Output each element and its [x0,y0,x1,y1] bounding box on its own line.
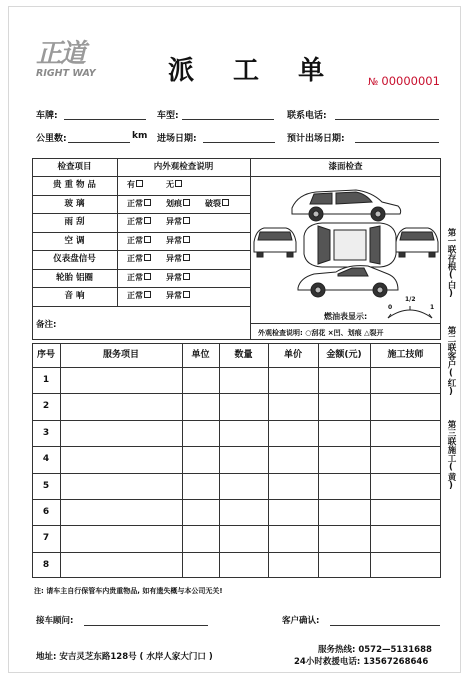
inspection-option[interactable]: 异常 [166,213,190,231]
table-row[interactable] [32,393,441,394]
inspection-option[interactable]: 无 [166,176,182,194]
inspection-option[interactable]: 异常 [166,287,190,305]
inspection-option[interactable]: 正常 [127,287,151,305]
plate-field[interactable] [64,119,146,120]
phone-label: 联系电话: [287,111,327,121]
car-bottom-side-view-icon [298,266,398,297]
col-paint-header: 漆面检查 [328,162,363,172]
inspection-option[interactable]: 正常 [127,213,151,231]
inspection-option[interactable]: 正常 [127,232,151,250]
km-unit: km [132,131,148,141]
car-top-side-view-icon [292,190,401,221]
fuel-scale-half: 1/2 [405,296,416,303]
mileage-label: 公里数: [36,134,67,144]
table-row[interactable] [32,525,441,526]
service-col-header: 单位 [191,350,210,360]
notice-text: 注: 请车主自行保管车内贵重物品, 如有遗失概与本公司无关! [34,587,223,595]
side-label-construction: 第三联施工(黄) [446,420,456,491]
table-row[interactable] [32,367,441,368]
inspection-option[interactable]: 异常 [166,232,190,250]
phone-field[interactable] [335,119,439,120]
car-front-view-icon [254,228,296,257]
row-number: 7 [42,533,50,544]
service-col-header: 服务项目 [102,350,139,360]
inspection-option[interactable]: 异常 [166,250,190,268]
reception-label: 接车顾问: [36,616,74,626]
checkbox[interactable] [183,217,190,224]
row-number: 3 [42,427,50,438]
service-table [32,343,441,578]
inspection-option[interactable]: 正常 [127,269,151,287]
model-field[interactable] [182,119,274,120]
checkbox[interactable] [183,273,190,280]
entry-date-label: 进场日期: [157,134,197,144]
table-row[interactable] [32,499,441,500]
inspection-item-label: 轮胎 铝圈 [56,272,93,283]
side-label-customer: 第二联客户(红) [446,326,456,397]
col-item-header: 检查项目 [57,162,92,172]
inspection-item-label: 空 调 [64,235,85,246]
service-col-header: 金额(元) [326,350,362,360]
inspection-option[interactable]: 破裂 [205,195,229,213]
row-number: 1 [42,375,50,385]
side-label-stub: 第一联存根(白) [446,228,456,299]
exit-date-field[interactable] [355,142,439,143]
service-col-header: 单价 [283,350,302,360]
serial-number: № 00000001 [368,74,440,88]
row-number: 6 [42,507,50,517]
checkbox[interactable] [183,199,190,206]
fuel-scale-full: 1 [430,304,435,311]
inspection-option[interactable]: 有 [127,176,143,194]
checkbox[interactable] [144,199,151,206]
inspection-option[interactable]: 正常 [127,250,151,268]
fuel-scale-empty: 0 [388,304,393,311]
plate-label: 车牌: [36,111,58,121]
car-top-view-icon [304,223,396,267]
checkbox[interactable] [183,254,190,261]
checkbox[interactable] [144,254,151,261]
table-row[interactable] [32,473,441,474]
checkbox[interactable] [144,273,151,280]
fuel-label: 燃油表显示: [324,312,368,321]
inspection-item-label: 贵 重 物 品 [53,180,96,190]
reception-field[interactable] [84,625,208,626]
checkbox[interactable] [175,180,182,187]
car-diagram [252,180,440,304]
form-title: 派 工 单 [168,56,340,86]
row-number: 2 [42,401,50,412]
car-rear-view-icon [396,228,438,257]
appearance-legend: 外观检查说明: ○刮花 ×凹、划痕 △裂开 [258,329,384,337]
mileage-field[interactable] [68,142,130,143]
checkbox[interactable] [144,236,151,243]
service-col-header: 序号 [36,350,55,360]
row-number: 4 [42,454,50,465]
inspection-item-label: 仪表盘信号 [53,254,96,264]
inspection-option[interactable]: 正常 [127,195,151,213]
inspection-item-label: 音 响 [64,291,85,301]
col-desc-header: 内外观检查说明 [153,162,214,172]
checkbox[interactable] [183,236,190,243]
checkbox[interactable] [136,180,143,187]
checkbox[interactable] [144,291,151,298]
table-row[interactable] [32,446,441,447]
entry-date-field[interactable] [203,142,275,143]
row-number: 5 [42,480,50,491]
logo-mark: 正道 [36,39,85,69]
checkbox[interactable] [222,199,229,206]
model-label: 车型: [157,111,179,121]
rescue-text: 24小时救援电话: 13567268646 [294,657,429,667]
address-text: 地址: 安吉灵芝东路128号 ( 水岸人家大门口 ) [36,652,213,662]
exit-date-label: 预计出场日期: [287,134,345,144]
customer-confirm-field[interactable] [330,625,440,626]
inspection-option[interactable]: 划痕 [166,195,190,213]
table-row[interactable] [32,420,441,421]
logo-subtitle: RIGHT WAY [36,68,96,79]
service-col-header: 施工技师 [387,350,424,360]
hotline-text: 服务热线: 0572—5131688 [318,645,432,655]
inspection-option[interactable]: 异常 [166,269,190,287]
checkbox[interactable] [144,217,151,224]
service-col-header: 数量 [234,350,253,360]
inspection-item-label: 雨 刮 [64,217,85,227]
inspection-item-label: 玻 璃 [64,198,85,209]
remark-label: 备注: [36,320,57,330]
customer-confirm-label: 客户确认: [282,616,320,626]
table-row[interactable] [32,552,441,553]
company-logo [36,40,120,88]
row-number: 8 [42,559,50,570]
checkbox[interactable] [183,291,190,298]
